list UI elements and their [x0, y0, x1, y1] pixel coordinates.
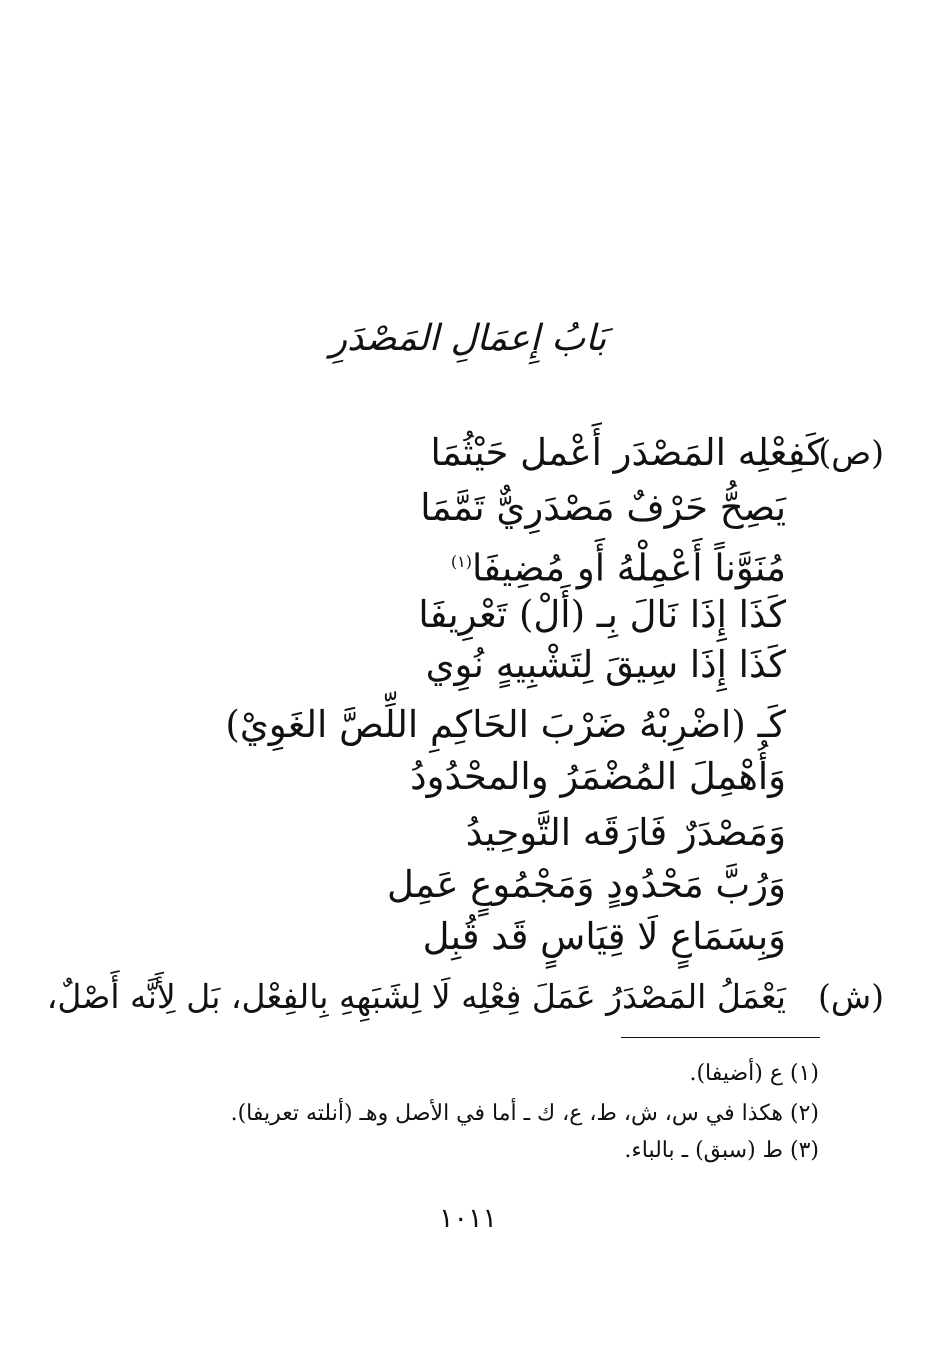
verse-line-6: كَـ (اضْرِبْهُ ضَرْبَ الحَاكِمِ اللِّصَّ الغَوِيْ) [225, 703, 786, 746]
verse-line-2: يَصِحُّ حَرْفٌ مَصْدَرِيٌّ تَمَّمَا [420, 486, 786, 529]
verse-line-4: كَذَا إِذَا نَالَ بِـ (أَلْ) تَعْرِيفَا [418, 593, 786, 636]
chapter-title: بَابُ إِعمَالِ المَصْدَرِ [329, 318, 607, 359]
verse-line-8: وَمَصْدَرٌ فَارَقَه التَّوحِيدُ [465, 811, 786, 854]
footnote-3: (٣) ط (سبق) ـ بالباء. [624, 1138, 819, 1163]
verse-line-5: كَذَا إِذَا سِيقَ لِتَشْبِيهٍ نُوِي [425, 643, 786, 686]
footnote-1: (١) ع (أضيفا). [689, 1061, 819, 1086]
commentary-text: يَعْمَلُ المَصْدَرُ عَمَلَ فِعْلِه لَا لِشَبَهِهِ بِالفِعْل، بَل لِأَنَّه أَصْلٌ، [46, 977, 786, 1016]
page-number: ١٠١١ [438, 1203, 497, 1234]
verse-line-1: كَفِعْلِه المَصْدَر أَعْمل حَيْثُمَا [430, 431, 824, 474]
verse-line-9: وَرُبَّ مَحْدُودٍ وَمَجْمُوعٍ عَمِل [387, 863, 786, 906]
footnote-2: (٢) هكذا في س، ش، ط، ع، ك ـ أما في الأصل وهـ (أنلته تعريفا). [230, 1101, 819, 1126]
verse-line-3: مُنَوَّناً أَعْمِلْهُ أَو مُضِيفَا$^{(١)}$ [450, 546, 786, 590]
footnote-divider [621, 1037, 820, 1038]
verse-line-7: وَأُهْمِلَ المُضْمَرُ والمحْدُودُ [410, 755, 786, 798]
verse-line-10: وَبِسَمَاعٍ لَا قِيَاسٍ قَد قُبِل [422, 915, 786, 958]
footnote-mark-1: (١) [450, 552, 472, 571]
commentary-label: (ش) [817, 977, 884, 1016]
verse-label: (ص) [818, 433, 884, 472]
